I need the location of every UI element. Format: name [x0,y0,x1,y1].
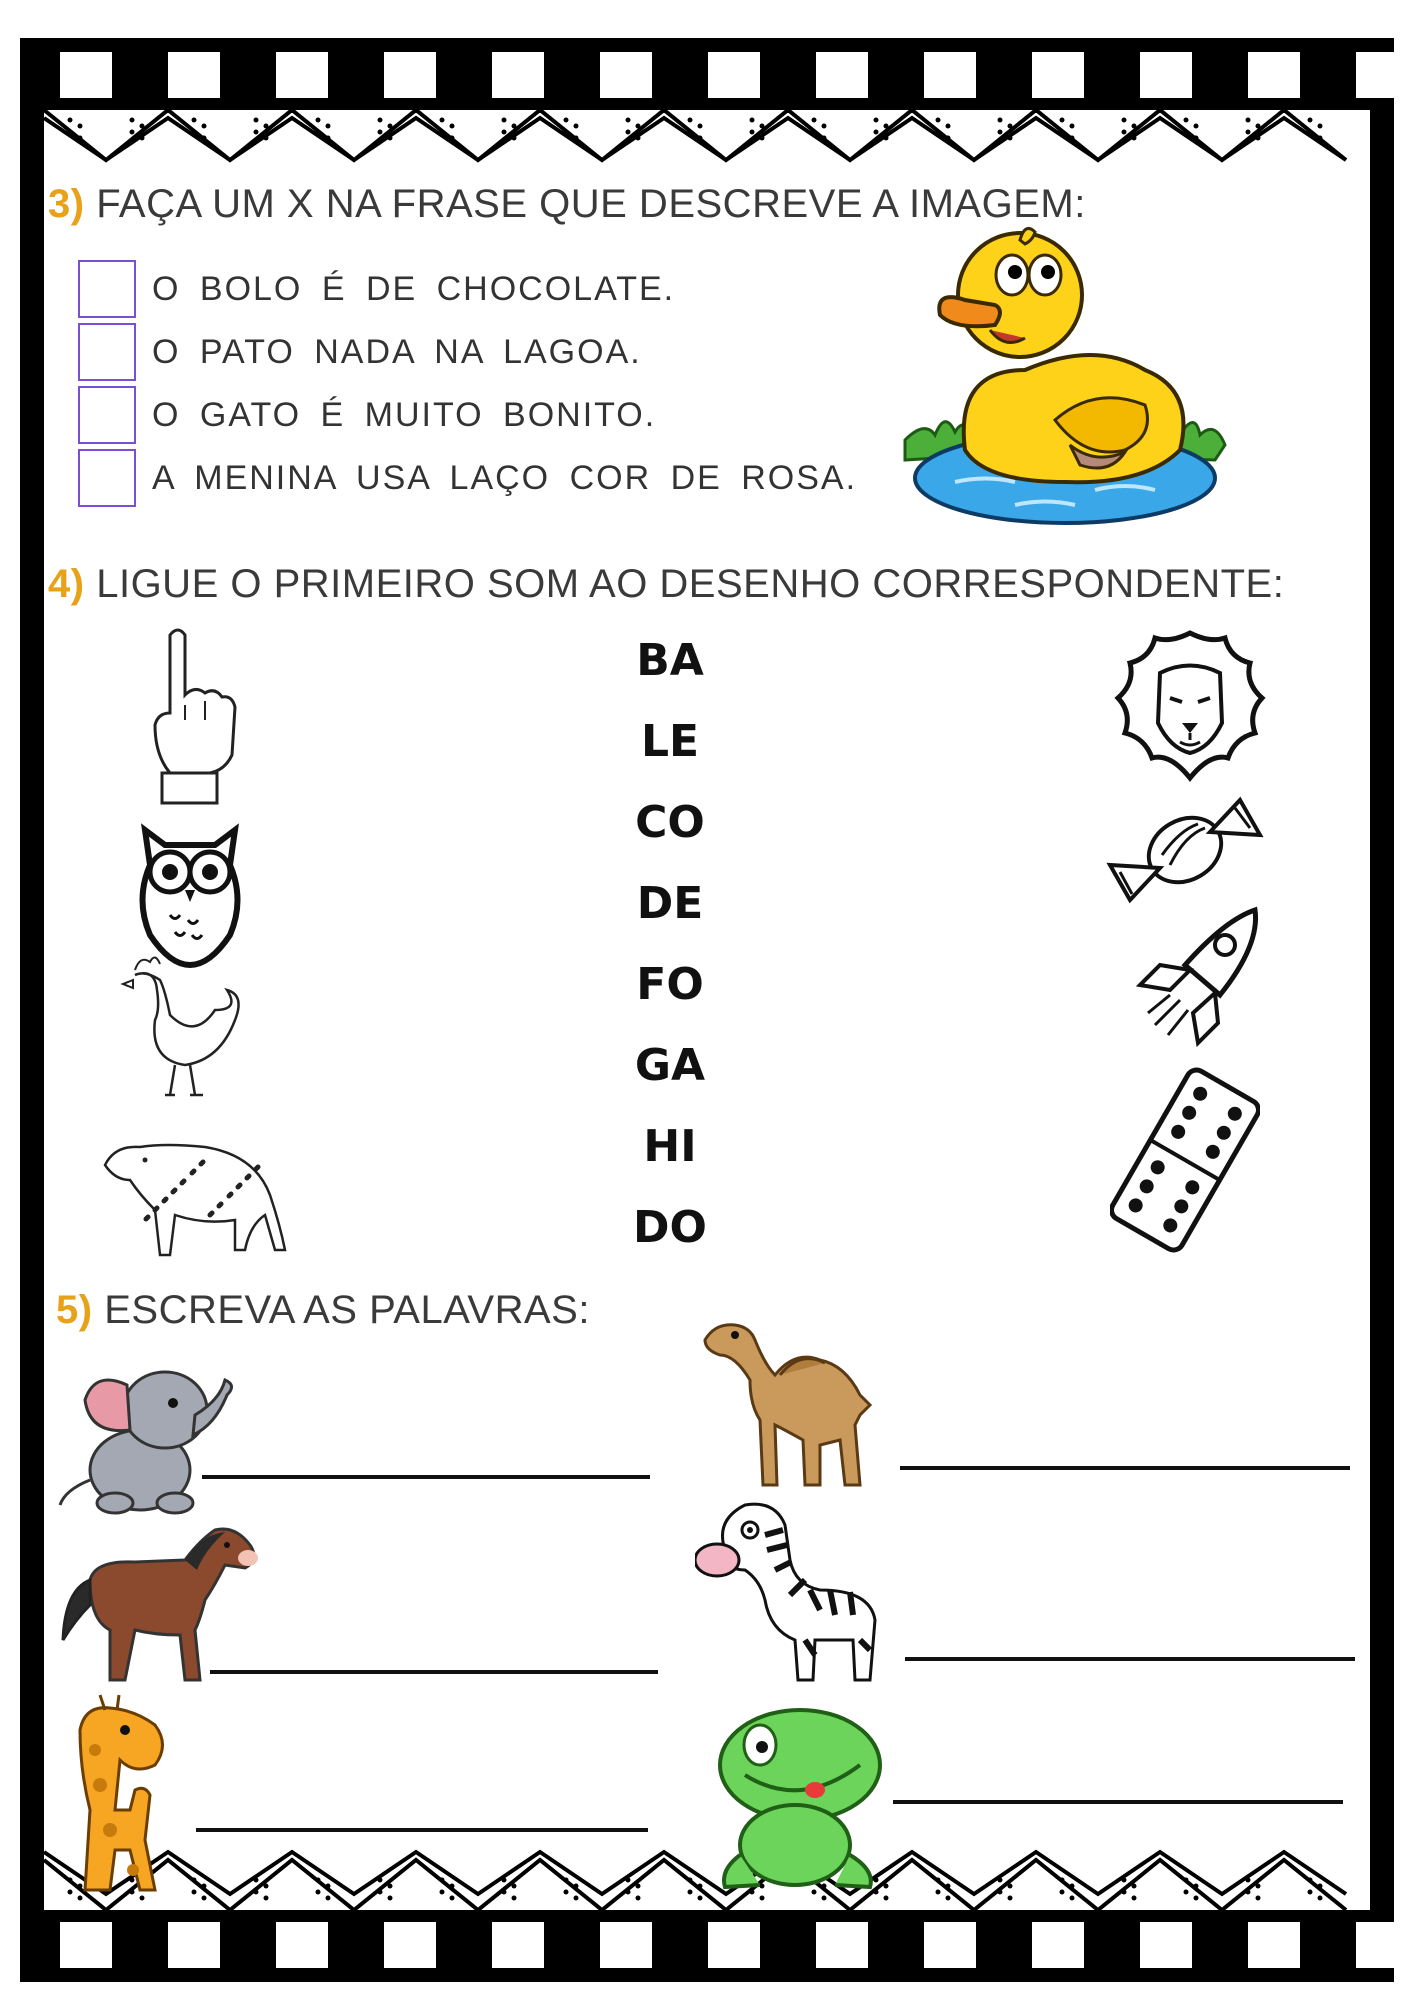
q3-option-text-3: O GATO É MUITO BONITO. [152,395,657,434]
syllable-8[interactable]: DO [633,1202,707,1253]
q4-instruction: LIGUE O PRIMEIRO SOM AO DESENHO CORRESPONDENTE: [96,562,1285,606]
q3-option-2 [78,321,642,383]
elephant-icon [55,1355,240,1515]
syllable-7[interactable]: HI [643,1121,697,1172]
write-line-elephant[interactable] [202,1475,650,1479]
domino-icon[interactable] [1110,1065,1260,1255]
rooster-icon[interactable] [115,950,255,1110]
write-line-giraffe[interactable] [196,1828,648,1832]
write-line-horse[interactable] [210,1670,658,1674]
syllable-3[interactable]: CO [635,797,705,848]
q4-number: 4) [48,562,85,606]
q3-option-4 [78,447,857,509]
candy-icon[interactable] [1100,790,1270,910]
zebra-icon [695,1490,895,1690]
q3-checkbox-3[interactable] [78,386,136,444]
finger-icon[interactable] [140,625,240,805]
q3-checkbox-4[interactable] [78,449,136,507]
q3-instruction: FAÇA UM X NA FRASE QUE DESCREVE A IMAGEM: [96,182,1086,226]
giraffe-icon [55,1690,215,1900]
duck-in-pond-icon [895,220,1235,560]
write-line-camel[interactable] [900,1466,1350,1470]
rocket-icon[interactable] [1110,905,1270,1055]
syllable-4[interactable]: DE [636,878,704,929]
syllable-6[interactable]: GA [634,1040,706,1091]
q5-instruction: ESCREVA AS PALAVRAS: [104,1288,590,1332]
owl-icon[interactable] [130,820,250,970]
camel-icon [695,1305,880,1495]
horse-icon [55,1520,265,1695]
q5-heading [56,1288,590,1333]
syllable-5[interactable]: FO [636,959,704,1010]
write-line-zebra[interactable] [905,1657,1355,1661]
q3-option-text-1: O BOLO É DE CHOCOLATE. [152,269,676,308]
q5-number: 5) [56,1288,93,1332]
hyena-icon[interactable] [95,1125,295,1265]
frog-icon [700,1695,900,1895]
q3-option-1 [78,258,675,320]
q3-number: 3) [48,182,85,226]
q3-option-text-2: O PATO NADA NA LAGOA. [152,332,642,371]
lion-icon[interactable] [1110,628,1270,788]
q3-option-3 [78,384,656,446]
syllable-2[interactable]: LE [640,716,700,767]
write-line-frog[interactable] [893,1800,1343,1804]
q4-heading [48,562,1284,607]
q3-checkbox-2[interactable] [78,323,136,381]
q3-checkbox-1[interactable] [78,260,136,318]
q3-option-text-4: A MENINA USA LAÇO COR DE ROSA. [152,458,858,497]
syllable-1[interactable]: BA [636,635,704,686]
